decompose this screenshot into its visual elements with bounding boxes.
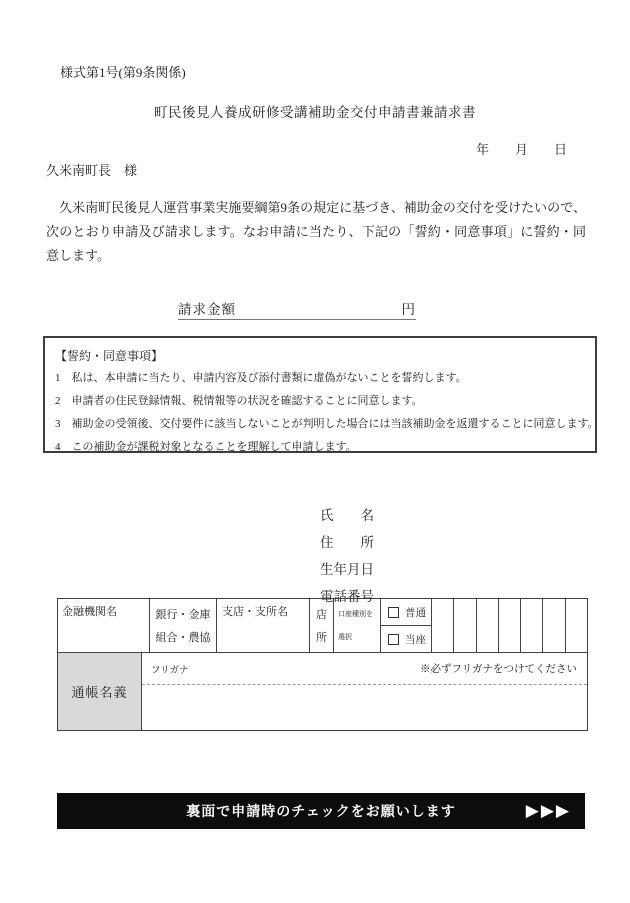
claim-amount-line [178,298,416,320]
holder-name-field[interactable] [142,685,587,730]
account-type-ordinary-row [381,599,431,625]
institution-type-bottom: 組合・農協 [155,631,211,644]
account-number-cell[interactable] [476,599,498,652]
account-type-current-label: 当座 [405,634,426,646]
account-type-note-top: 口座種別を [338,611,373,619]
furigana-label: フリガナ [151,665,189,676]
pledge-heading: 【誓約・同意事項】 [55,349,164,363]
branch-char-top: 店 [316,609,327,622]
passbook-holder-cell: 通帳名義 [58,653,142,730]
phone-label: 電話番号 [320,588,374,604]
form-number: 様式第1号(第9条関係) [60,65,186,80]
applicant-row-birthdate [320,554,558,581]
claim-amount-label: 請求金額 [178,302,236,317]
pledge-item-1: 1 私は、本申請に当たり、申請内容及び添付書類に虚偽がないことを誓約します。 [55,372,467,384]
name-field[interactable] [388,504,558,524]
claim-amount-unit: 円 [401,302,416,317]
applicant-fields [320,500,558,608]
account-number-cell[interactable] [542,599,564,652]
branch-char-bottom: 所 [316,631,327,644]
page-title: 町民後見人養成研修受講補助金交付申請書兼請求書 [154,105,476,120]
furigana-note: ※必ずフリガナをつけてください [420,664,577,675]
triple-arrow-icon: ▶▶▶ [525,801,571,821]
addressee: 久米南町長 様 [46,163,138,178]
financial-institution-cell[interactable]: 金融機関名 [62,606,117,618]
birthdate-field[interactable] [388,558,558,578]
institution-type-cell [149,599,216,652]
pledge-item-2: 2 申請者の住民登録情報、税情報等の状況を確認することに同意します。 [55,395,423,407]
date-line: 年 月 日 [475,142,567,157]
account-number-cell[interactable] [565,599,587,652]
pledge-item-3: 3 補助金の受領後、交付要件に該当しないことが判明した場合には当該補助金を返還することに同意します。 [55,418,599,430]
account-type-note-cell [333,599,380,652]
institution-type-top: 銀行・金庫 [155,609,211,622]
address-label: 住 所 [320,534,374,550]
account-number-cells [431,599,587,652]
claim-amount-field[interactable] [236,298,402,318]
branch-suffix-cell [309,599,333,652]
claim-amount-underline [178,298,416,320]
applicant-row-name [320,500,558,527]
passbook-holder-row [58,653,587,730]
checkbox-ordinary-icon[interactable] [388,607,399,618]
banner-text: 裏面で申請時のチェックをお願いします [186,803,456,819]
pledge-box [43,336,597,453]
bank-account-table [57,598,588,731]
address-field[interactable] [388,531,558,551]
furigana-row [142,653,587,685]
account-number-cell[interactable] [498,599,520,652]
holder-name-area [142,653,587,730]
footer-banner [57,793,585,829]
account-type-current-row [381,625,431,652]
account-type-note-bottom: 選択 [338,633,352,641]
body-paragraph: 久米南町民後見人運営事業実施要綱第9条の規定に基づき、補助金の交付を受けたいので、次のとおり申請及び請求します。なお申請に当たり、下記の「誓約・同意事項」に誓約・同意します。 [46,200,586,263]
branch-name-cell[interactable]: 支店・支所名 [216,599,309,652]
account-number-cell[interactable] [431,599,453,652]
bank-table-header-row [58,599,587,653]
checkbox-current-icon[interactable] [388,634,399,645]
account-number-cell[interactable] [520,599,542,652]
account-type-cell [380,599,431,652]
account-number-cell[interactable] [453,599,475,652]
name-label: 氏 名 [320,507,374,523]
account-type-ordinary-label: 普通 [405,607,426,619]
pledge-item-4: 4 この補助金が課税対象となることを理解して申請します。 [55,441,357,453]
applicant-row-address [320,527,558,554]
birthdate-label: 生年月日 [320,561,374,577]
